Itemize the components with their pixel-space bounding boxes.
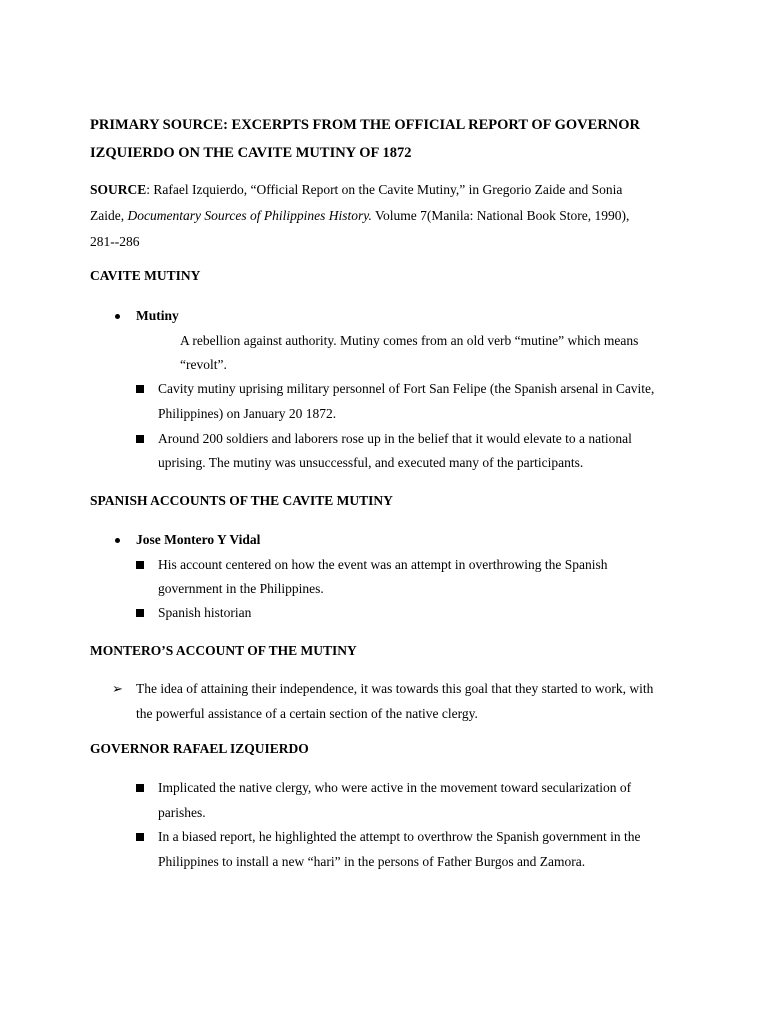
montero-item-1-line-1: The idea of attaining their independence, it was towards this goal that they started to work, with xyxy=(136,681,654,696)
governor-item-1-line-1: Implicated the native clergy, who were active in the movement toward secularization of xyxy=(158,780,632,795)
spanish-item-2-line-1: Spanish historian xyxy=(158,605,252,620)
square-bullet-icon xyxy=(136,435,144,443)
cavite-item-2-line-2: uprising. The mutiny was unsuccessful, and executed many of the participants. xyxy=(158,455,584,470)
document-title-line-2: IZQUIERDO ON THE CAVITE MUTINY OF 1872 xyxy=(90,145,412,161)
governor-item-2-line-1: In a biased report, he highlighted the attempt to overthrow the Spanish government in the xyxy=(158,829,641,844)
heading-cavite-mutiny: CAVITE MUTINY xyxy=(90,268,201,283)
round-bullet-icon xyxy=(115,538,120,543)
spanish-item-1-line-1: His account centered on how the event was an attempt in overthrowing the Spanish xyxy=(158,557,608,572)
source-line2-pre: Zaide, xyxy=(90,208,128,223)
mutiny-definition-line-1: A rebellion against authority. Mutiny comes from an old verb “mutine” which means xyxy=(180,333,639,348)
governor-item-1-line-2: parishes. xyxy=(158,805,206,820)
source-citation-line-2 xyxy=(90,209,629,223)
cavite-item-2-line-1: Around 200 soldiers and laborers rose up in the belief that it would elevate to a national xyxy=(158,431,632,446)
round-bullet-icon xyxy=(115,314,120,319)
heading-spanish-accounts: SPANISH ACCOUNTS OF THE CAVITE MUTINY xyxy=(90,493,393,508)
cavite-item-1-line-2: Philippines) on January 20 1872. xyxy=(158,406,337,421)
term-mutiny: Mutiny xyxy=(136,308,179,323)
square-bullet-icon xyxy=(136,833,144,841)
source-citation-line-3: 281--286 xyxy=(90,234,140,249)
document-title-line-1: PRIMARY SOURCE: EXCERPTS FROM THE OFFICIAL REPORT OF GOVERNOR xyxy=(90,117,641,133)
heading-monteros-account: MONTERO’S ACCOUNT OF THE MUTINY xyxy=(90,643,357,658)
arrow-bullet-icon: ➢ xyxy=(112,681,123,696)
source-citation-line-1 xyxy=(90,183,622,197)
square-bullet-icon xyxy=(136,561,144,569)
square-bullet-icon xyxy=(136,385,144,393)
source-text: : Rafael Izquierdo, “Official Report on the Cavite Mutiny,” in Gregorio Zaide and Sonia xyxy=(146,182,623,197)
square-bullet-icon xyxy=(136,784,144,792)
source-line2-post: Volume 7(Manila: National Book Store, 1990), xyxy=(371,208,630,223)
heading-governor-izquierdo: GOVERNOR RAFAEL IZQUIERDO xyxy=(90,741,309,756)
source-book-title: Documentary Sources of Philippines History. xyxy=(127,208,372,223)
source-label: SOURCE xyxy=(90,182,147,197)
cavite-item-1-line-1: Cavity mutiny uprising military personnel of Fort San Felipe (the Spanish arsenal in Cavite, xyxy=(158,381,655,396)
governor-item-2-line-2: Philippines to install a new “hari” in the persons of Father Burgos and Zamora. xyxy=(158,854,586,869)
name-jose-montero: Jose Montero Y Vidal xyxy=(136,532,261,547)
mutiny-definition-line-2: “revolt”. xyxy=(180,357,227,372)
square-bullet-icon xyxy=(136,609,144,617)
montero-item-1-line-2: the powerful assistance of a certain section of the native clergy. xyxy=(136,706,478,721)
spanish-item-1-line-2: government in the Philippines. xyxy=(158,581,324,596)
